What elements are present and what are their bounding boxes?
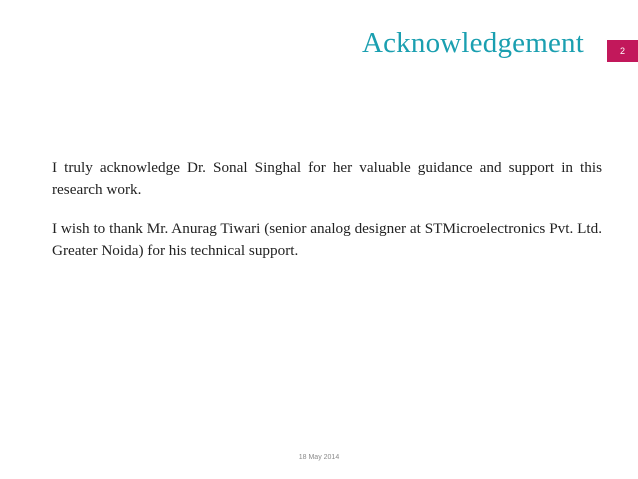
slide-body — [52, 157, 602, 262]
page-number-badge: 2 — [607, 40, 638, 62]
slide-title: Acknowledgement — [361, 27, 584, 59]
acknowledgement-paragraph-2: I wish to thank Mr. Anurag Tiwari (senior analog designer at STMicroelectronics Pvt. Ltd. Greater Noida) for his technical support. — [52, 220, 602, 259]
acknowledgement-paragraph-1: I truly acknowledge Dr. Sonal Singhal for her valuable guidance and support in this research work. — [52, 159, 602, 198]
footer-date: 18 May 2014 — [298, 454, 340, 461]
